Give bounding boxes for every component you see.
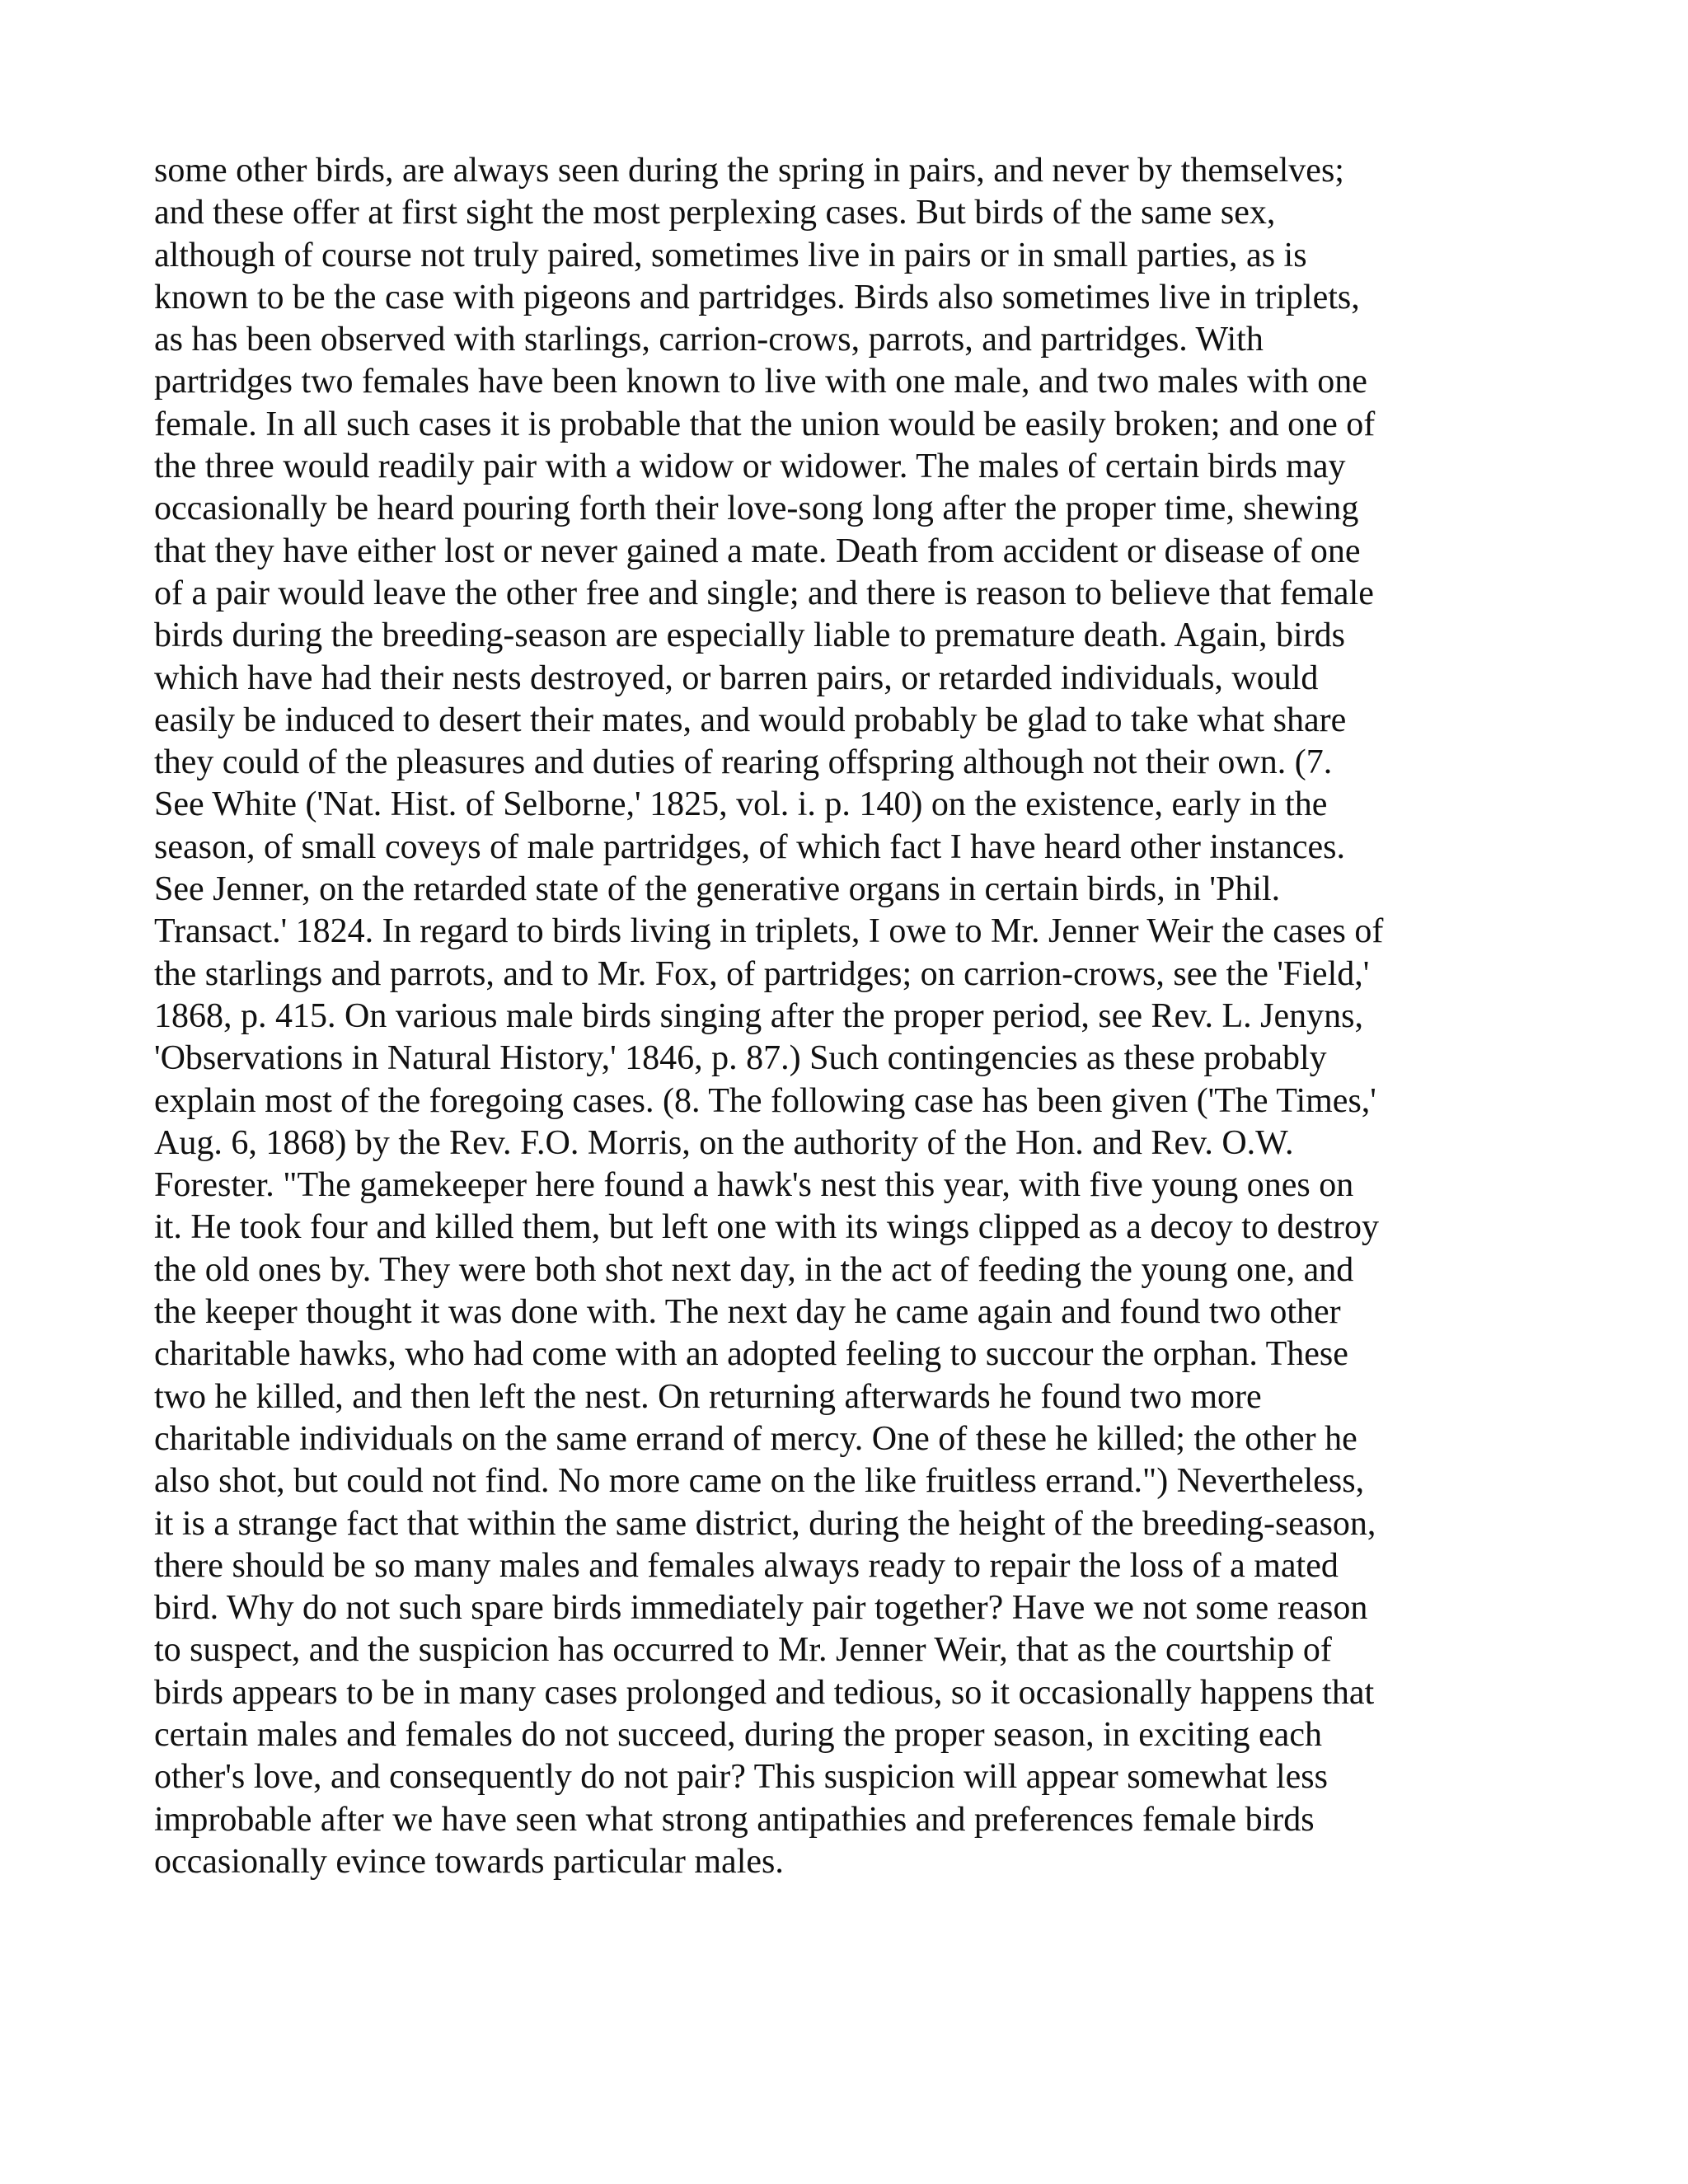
text-line: birds during the breeding-season are especially liable to premature death. Again, birds (154, 616, 1346, 655)
text-line: the three would readily pair with a widow or widower. The males of certain birds may (154, 448, 1346, 486)
text-line: of a pair would leave the other free and single; and there is reason to believe that female (154, 574, 1374, 612)
text-line: two he killed, and then left the nest. On returning afterwards he found two more (154, 1377, 1262, 1416)
text-line: which have had their nests destroyed, or barren pairs, or retarded individuals, would (154, 658, 1319, 697)
text-line: that they have either lost or never gained a mate. Death from accident or disease of one (154, 532, 1361, 570)
text-line: improbable after we have seen what strong antipathies and preferences female birds (154, 1800, 1315, 1839)
text-line: female. In all such cases it is probable that the union would be easily broken; and one of (154, 405, 1376, 443)
text-line: occasionally evince towards particular males. (154, 1842, 784, 1881)
text-line: other's love, and consequently do not pair? This suspicion will appear somewhat less (154, 1758, 1329, 1797)
text-line: charitable individuals on the same errand of mercy. One of these he killed; the other he (154, 1419, 1357, 1458)
text-line: some other birds, are always seen during the spring in pairs, and never by themselves; (154, 152, 1344, 190)
text-line: birds appears to be in many cases prolonged and tedious, so it occasionally happens that (154, 1673, 1375, 1712)
text-line: season, of small coveys of male partridges, of which fact I have heard other instances. (154, 827, 1345, 866)
text-line: easily be induced to desert their mates, and would probably be glad to take what share (154, 701, 1347, 739)
text-line: certain males and females do not succeed, during the proper season, in exciting each (154, 1715, 1322, 1754)
text-line: bird. Why do not such spare birds immediately pair together? Have we not some reason (154, 1589, 1368, 1628)
text-line: Aug. 6, 1868) by the Rev. F.O. Morris, on the authority of the Hon. and Rev. O.W. (154, 1123, 1294, 1162)
text-line: partridges two females have been known to live with one male, and two males with one (154, 363, 1367, 401)
text-line: they could of the pleasures and duties of rearing offspring although not their own. (7. (154, 743, 1333, 782)
text-line: and these offer at first sight the most perplexing cases. But birds of the same sex, (154, 194, 1276, 232)
text-line: to suspect, and the suspicion has occurred to Mr. Jenner Weir, that as the courtship of (154, 1631, 1332, 1670)
text-line: as has been observed with starlings, carrion-crows, parrots, and partridges. With (154, 321, 1264, 359)
text-line: the starlings and parrots, and to Mr. Fox, of partridges; on carrion-crows, see the 'Field,' (154, 954, 1370, 993)
text-line: it. He took four and killed them, but left one with its wings clipped as a decoy to destroy (154, 1208, 1380, 1247)
text-line: charitable hawks, who had come with an adopted feeling to succour the orphan. These (154, 1335, 1348, 1374)
text-line: occasionally be heard pouring forth their love-song long after the proper time, shewing (154, 490, 1359, 528)
text-line: Transact.' 1824. In regard to birds living in triplets, I owe to Mr. Jenner Weir the cases of (154, 912, 1384, 951)
text-line: also shot, but could not find. No more came on the like fruitless errand.") Nevertheless, (154, 1462, 1365, 1501)
text-line: 1868, p. 415. On various male birds singing after the proper period, see Rev. L. Jenyns, (154, 996, 1363, 1035)
text-line: it is a strange fact that within the same district, during the height of the breeding-season, (154, 1504, 1376, 1543)
text-line: known to be the case with pigeons and partridges. Birds also sometimes live in triplets, (154, 278, 1360, 316)
text-line: the old ones by. They were both shot next day, in the act of feeding the young one, and (154, 1250, 1354, 1289)
text-line: Forester. "The gamekeeper here found a hawk's nest this year, with five young ones on (154, 1166, 1354, 1205)
text-line: See Jenner, on the retarded state of the generative organs in certain birds, in 'Phil. (154, 870, 1281, 909)
text-line: although of course not truly paired, sometimes live in pairs or in small parties, as is (154, 236, 1307, 274)
text-line: there should be so many males and females always ready to repair the loss of a mated (154, 1546, 1339, 1585)
body-paragraph (154, 150, 1547, 1883)
text-line: 'Observations in Natural History,' 1846, p. 87.) Such contingencies as these probably (154, 1039, 1327, 1078)
text-line: the keeper thought it was done with. The next day he came again and found two other (154, 1293, 1341, 1332)
text-line: explain most of the foregoing cases. (8. The following case has been given ('The Times,' (154, 1081, 1376, 1120)
text-line: See White ('Nat. Hist. of Selborne,' 1825, vol. i. p. 140) on the existence, early in the (154, 785, 1328, 824)
